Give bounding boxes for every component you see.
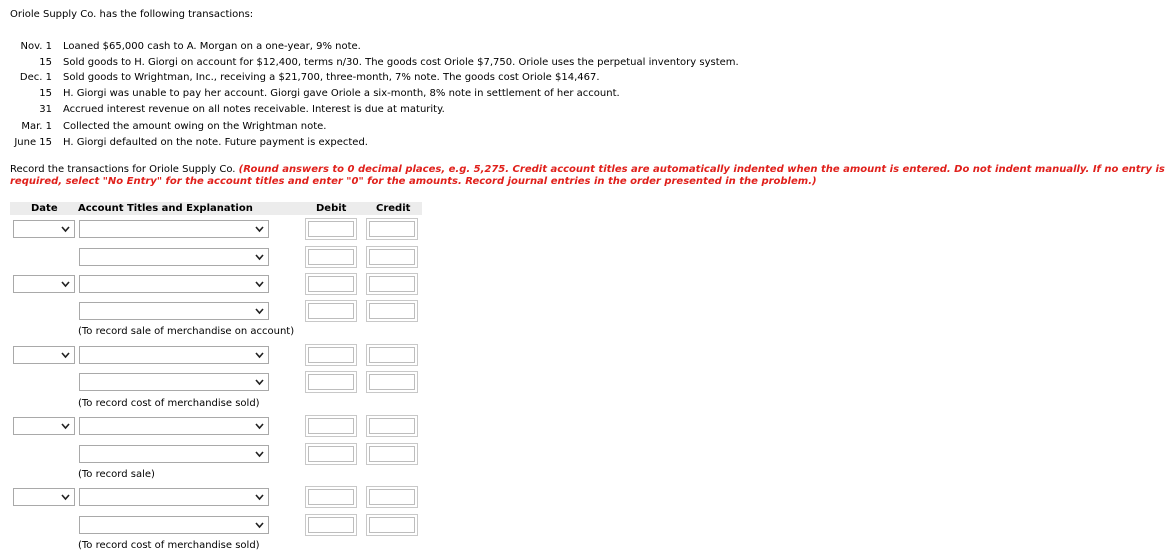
- credit-input[interactable]: [366, 300, 418, 322]
- account-title-select[interactable]: [79, 275, 269, 293]
- transaction-date: 15: [39, 88, 52, 99]
- chevron-down-icon: [255, 519, 264, 531]
- credit-input[interactable]: [366, 344, 418, 366]
- header-debit: Debit: [316, 203, 347, 214]
- credit-input[interactable]: [366, 371, 418, 393]
- chevron-down-icon: [61, 491, 70, 503]
- debit-input[interactable]: [305, 246, 357, 268]
- account-title-select[interactable]: [79, 302, 269, 320]
- chevron-down-icon: [61, 278, 70, 290]
- debit-input[interactable]: [305, 300, 357, 322]
- account-title-select[interactable]: [79, 516, 269, 534]
- credit-input[interactable]: [366, 273, 418, 295]
- credit-input[interactable]: [366, 486, 418, 508]
- journal-header: [10, 202, 422, 215]
- entry-explanation: (To record sale of merchandise on account): [78, 326, 295, 337]
- date-select[interactable]: [13, 417, 75, 435]
- account-title-select[interactable]: [79, 346, 269, 364]
- transaction-description: H. Giorgi defaulted on the note. Future payment is expected.: [63, 137, 368, 148]
- credit-input[interactable]: [366, 514, 418, 536]
- debit-input[interactable]: [305, 344, 357, 366]
- account-title-select[interactable]: [79, 445, 269, 463]
- chevron-down-icon: [255, 420, 264, 432]
- chevron-down-icon: [255, 305, 264, 317]
- account-title-select[interactable]: [79, 417, 269, 435]
- entry-explanation: (To record cost of merchandise sold): [78, 540, 260, 551]
- debit-input[interactable]: [305, 443, 357, 465]
- account-title-select[interactable]: [79, 220, 269, 238]
- header-account: Account Titles and Explanation: [78, 203, 253, 214]
- debit-input[interactable]: [305, 371, 357, 393]
- debit-input[interactable]: [305, 273, 357, 295]
- account-title-select[interactable]: [79, 488, 269, 506]
- chevron-down-icon: [255, 251, 264, 263]
- instructions-note: (Round answers to 0 decimal places, e.g. 5,275. Credit account titles are automatically indented when the amount is entered. Do not indent manually. If no entry is required, select "No Entry" for the account titles and enter "0" for the amounts. Record journal entries in the order presented in the problem.): [10, 164, 1165, 187]
- date-select[interactable]: [13, 220, 75, 238]
- chevron-down-icon: [255, 491, 264, 503]
- debit-input[interactable]: [305, 514, 357, 536]
- transaction-description: Sold goods to H. Giorgi on account for $12,400, terms n/30. The goods cost Oriole $7,750. Oriole uses the perpetual inventory system.: [63, 57, 739, 68]
- account-title-select[interactable]: [79, 373, 269, 391]
- chevron-down-icon: [255, 448, 264, 460]
- transaction-description: Sold goods to Wrightman, Inc., receiving a $21,700, three-month, 7% note. The goods cost Oriole $14,467.: [63, 72, 600, 83]
- debit-input[interactable]: [305, 415, 357, 437]
- credit-input[interactable]: [366, 415, 418, 437]
- chevron-down-icon: [61, 349, 70, 361]
- transaction-description: Collected the amount owing on the Wrightman note.: [63, 121, 327, 132]
- account-title-select[interactable]: [79, 248, 269, 266]
- transaction-date: Nov. 1: [20, 41, 52, 52]
- transaction-description: Loaned $65,000 cash to A. Morgan on a one-year, 9% note.: [63, 41, 361, 52]
- date-select[interactable]: [13, 275, 75, 293]
- transaction-date: Mar. 1: [21, 121, 52, 132]
- transaction-date: 15: [39, 57, 52, 68]
- chevron-down-icon: [255, 223, 264, 235]
- chevron-down-icon: [61, 223, 70, 235]
- chevron-down-icon: [255, 278, 264, 290]
- instructions-lead: Record the transactions for Oriole Supply Co.: [10, 164, 236, 175]
- chevron-down-icon: [255, 349, 264, 361]
- transaction-date: June 15: [14, 137, 52, 148]
- chevron-down-icon: [255, 376, 264, 388]
- transaction-description: H. Giorgi was unable to pay her account. Giorgi gave Oriole a six-month, 8% note in settlement of her account.: [63, 88, 620, 99]
- intro-text: Oriole Supply Co. has the following transactions:: [10, 9, 254, 20]
- transaction-date: 31: [39, 104, 52, 115]
- header-credit: Credit: [376, 203, 411, 214]
- credit-input[interactable]: [366, 443, 418, 465]
- header-date: Date: [31, 203, 58, 214]
- credit-input[interactable]: [366, 218, 418, 240]
- credit-input[interactable]: [366, 246, 418, 268]
- transaction-date: Dec. 1: [19, 72, 52, 83]
- date-select[interactable]: [13, 488, 75, 506]
- chevron-down-icon: [61, 420, 70, 432]
- transaction-description: Accrued interest revenue on all notes receivable. Interest is due at maturity.: [63, 104, 445, 115]
- date-select[interactable]: [13, 346, 75, 364]
- debit-input[interactable]: [305, 218, 357, 240]
- debit-input[interactable]: [305, 486, 357, 508]
- entry-explanation: (To record sale): [78, 469, 155, 480]
- entry-explanation: (To record cost of merchandise sold): [78, 398, 260, 409]
- instructions: [10, 164, 1170, 188]
